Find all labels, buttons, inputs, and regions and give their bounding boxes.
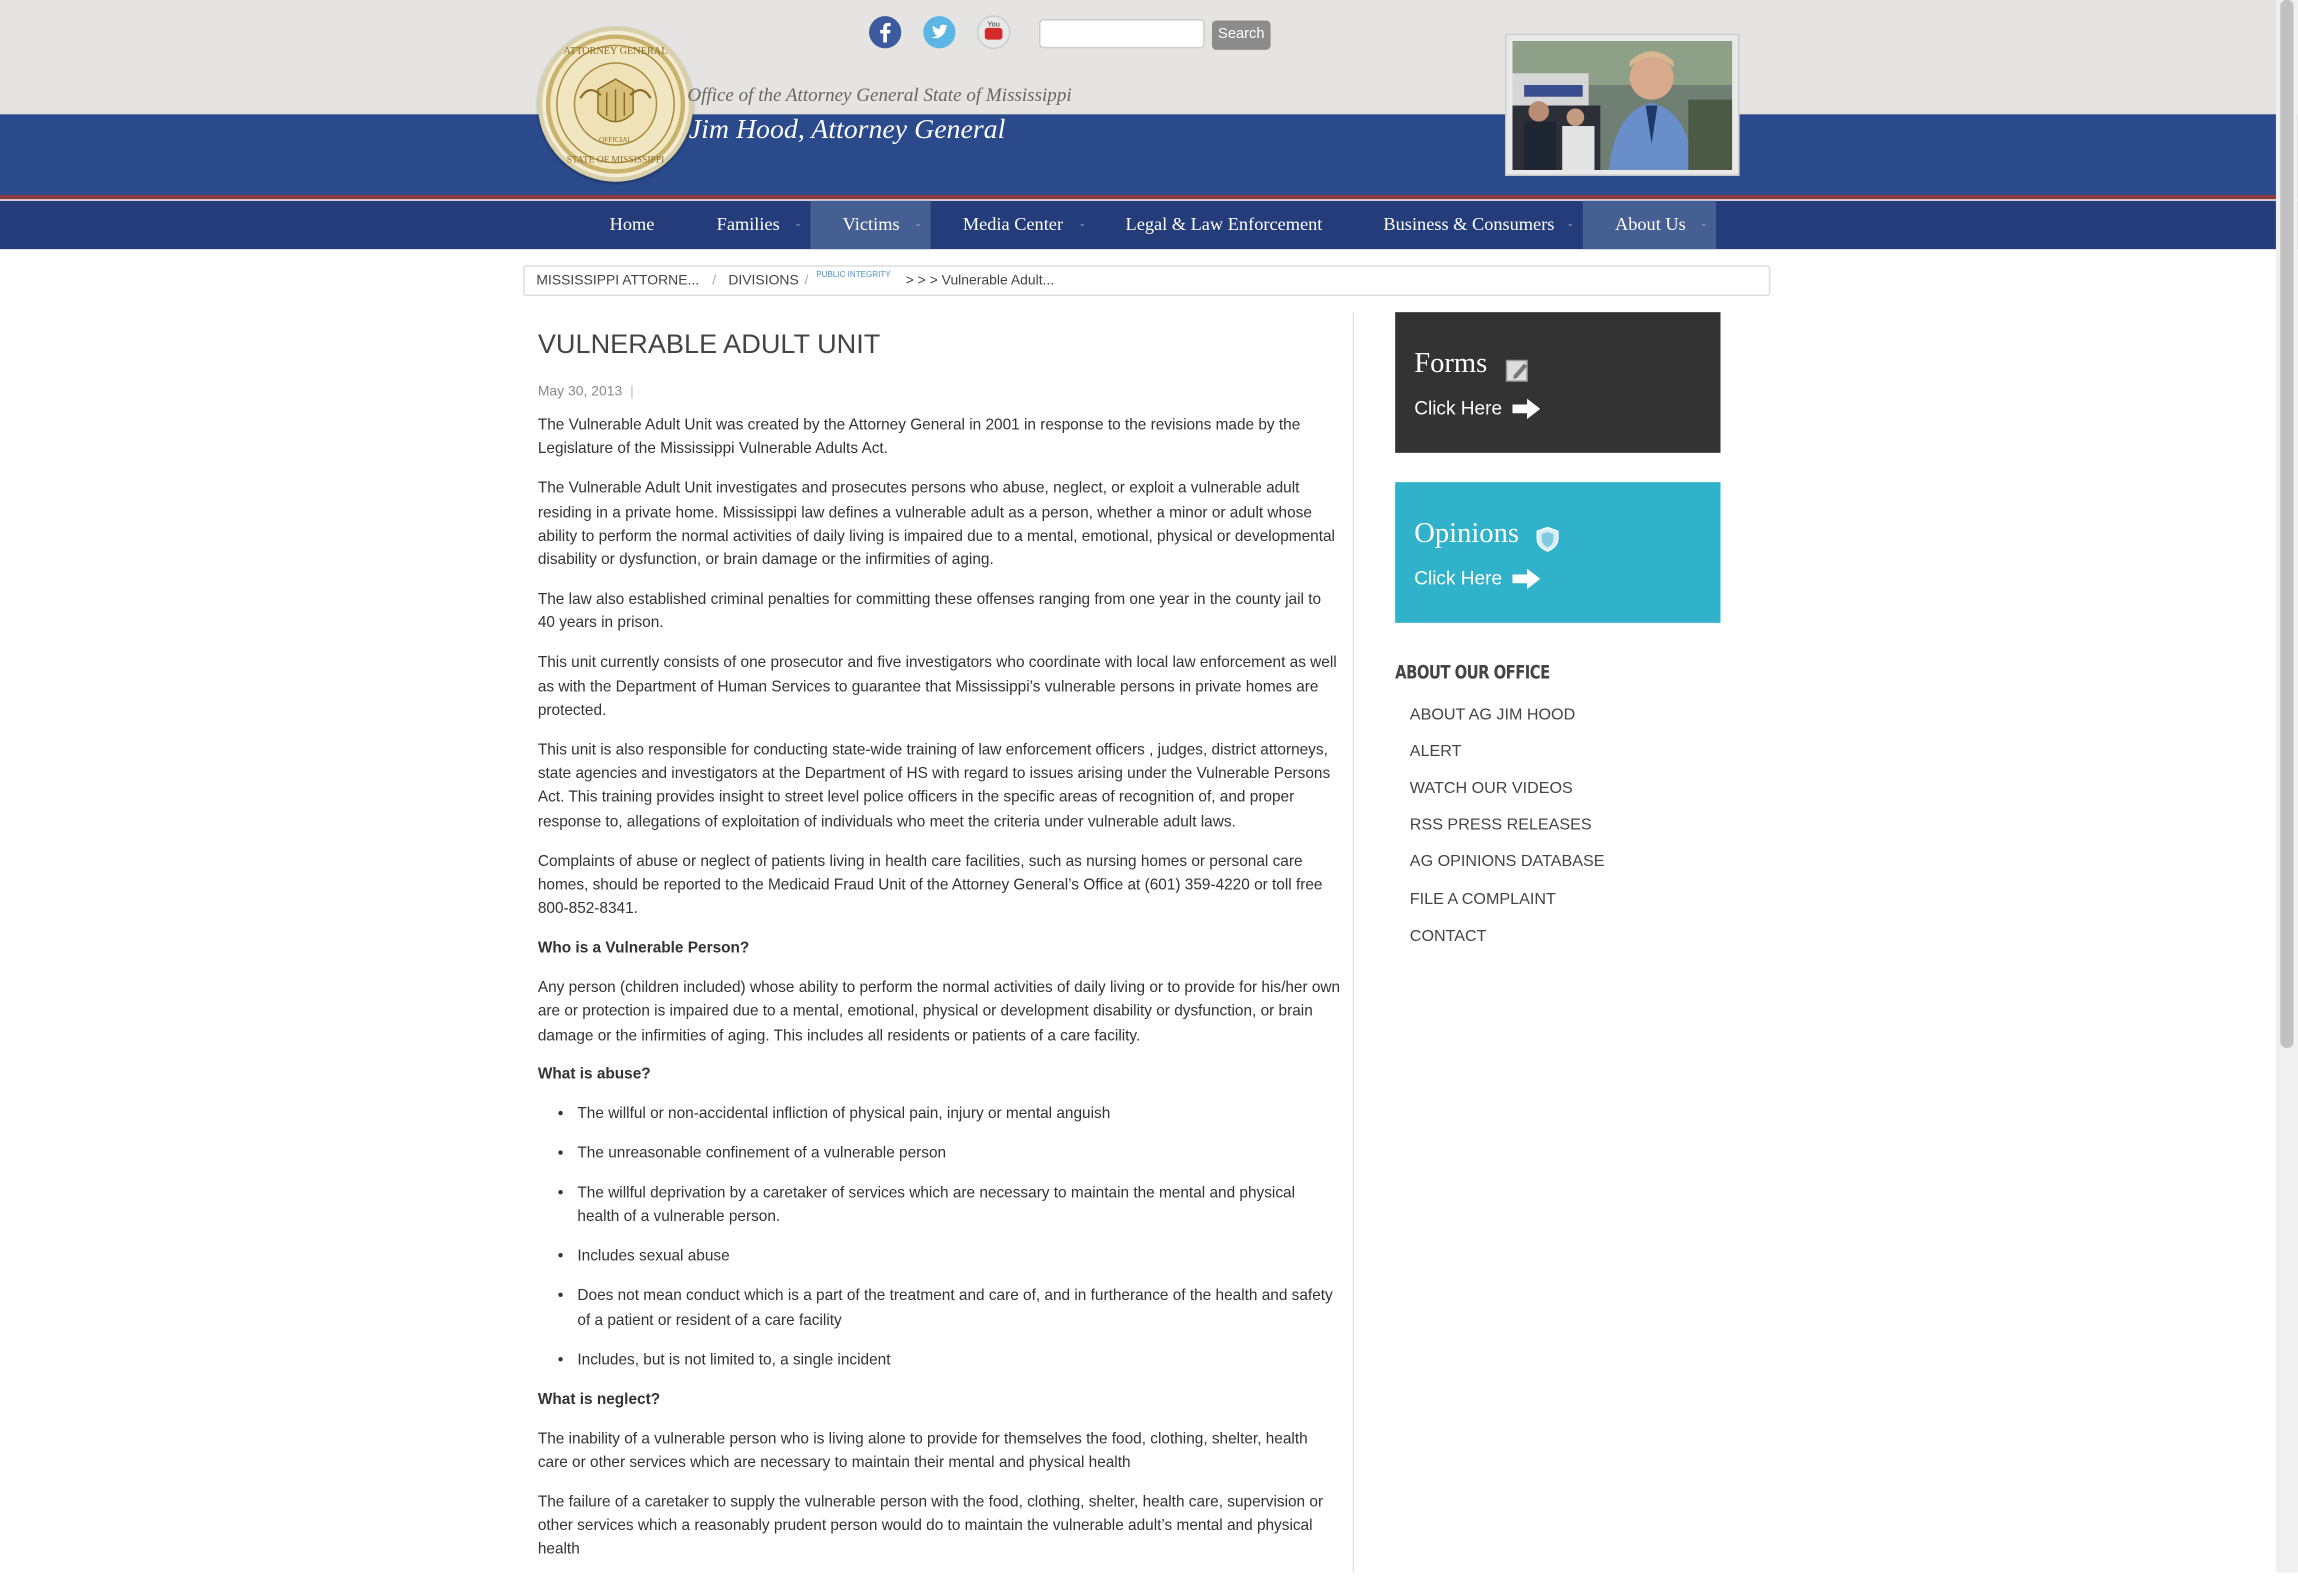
office-tagline: Office of the Attorney General State of Mississippi (687, 83, 1072, 106)
list-item: • The unreasonable confinement of a vulnerable person (577, 1142, 1341, 1166)
chevron-down-icon[interactable]: - (1080, 216, 1085, 232)
edit-icon (1505, 356, 1531, 382)
paragraph: Any person (children included) whose ability to perform the normal activities of daily living or to provide for his/her own are or protection is impaired due to a mental, emotional, physical or development disability or dysfunction, or brain damage or the infirmities of aging. This includes all residents or patients of a care facility. (537, 978, 1341, 1045)
arrow-right-icon[interactable] (1512, 569, 1541, 590)
attorney-general-name[interactable]: Jim Hood, Attorney General (688, 114, 1006, 146)
chevron-down-icon[interactable]: - (1701, 216, 1706, 232)
attorney-general-seal[interactable] (538, 26, 693, 181)
abuse-list (538, 1102, 1341, 1372)
opinions-widget[interactable] (1395, 482, 1720, 623)
svg-text:ATTORNEY GENERAL: ATTORNEY GENERAL (563, 46, 668, 58)
facebook-icon[interactable] (868, 15, 903, 50)
paragraph: The Vulnerable Adult Unit was created by the Attorney General in 2001 in response to the revisions made by the Legislature of the Mississippi Vulnerable Adults Act. (537, 416, 1301, 458)
list-item: • The willful deprivation by a caretaker of services which are necessary to maintain the mental and physical health of a vulnerable person. (577, 1181, 1341, 1229)
header-band (0, 114, 2298, 196)
section-heading: What is neglect? (537, 1390, 661, 1409)
article-body (538, 413, 1341, 1577)
search-input[interactable] (1039, 19, 1205, 48)
chevron-down-icon[interactable]: - (1568, 216, 1573, 232)
list-item: • Does not mean conduct which is a part of the treatment and care of, and in furtherance of the health and safety of a patient or resident of a care facility (577, 1284, 1341, 1332)
breadcrumb-current: > > > Vulnerable Adult... (905, 272, 1055, 289)
forms-title[interactable]: Forms (1414, 348, 1488, 380)
post-meta-separator: | (630, 383, 634, 401)
youtube-glyph: You (987, 19, 1000, 29)
about-link-file-complaint[interactable]: FILE A COMPLAINT (1409, 891, 1556, 909)
breadcrumb-public-integrity[interactable]: PUBLIC INTEGRITY (816, 271, 891, 280)
list-item: • The willful or non-accidental infliction of physical pain, injury or mental anguish (577, 1102, 1341, 1126)
opinions-title[interactable]: Opinions (1414, 518, 1520, 550)
paragraph: The law also established criminal penalties for committing these offenses ranging from one year in the county jail to 40 years in prison. (537, 590, 1322, 633)
breadcrumb (523, 265, 1770, 296)
list-item: • Includes sexual abuse (577, 1245, 1341, 1269)
opinions-link[interactable]: Click Here (1414, 567, 1503, 590)
nav-families[interactable]: Families (716, 213, 780, 235)
paragraph: The inability of a vulnerable person who is living alone to provide for themselves the food, clothing, shelter, health care or other services which are necessary to maintain their mental and physical health (537, 1429, 1308, 1472)
shield-icon (1534, 526, 1560, 552)
paragraph: The failure of a caretaker to supply the vulnerable person with the food, clothing, shelter, health care, supervision or other services which a reasonably prudent person would do to maintain the vulnerable adult’s mental and physical health (537, 1492, 1324, 1559)
portrait-image (1512, 41, 1732, 170)
breadcrumb-home[interactable]: MISSISSIPPI ATTORNE... (536, 272, 700, 289)
chevron-down-icon[interactable]: - (915, 216, 921, 232)
about-office-heading: ABOUT OUR OFFICE (1395, 662, 1550, 685)
nav-victims[interactable]: Victims (842, 213, 900, 235)
page-title: VULNERABLE ADULT UNIT (537, 328, 881, 360)
paragraph: This unit is also responsible for conducting state-wide training of law enforcement officers , judges, district attorneys, state agencies and investigators at the Department of HS with regard to issues arising under the Vulnerable Persons Act. This training provides insight to street level police officers in the specific areas of recognition of, and proper response to, allegations of exploitation of individuals who meet the criteria under vulnerable adult laws. (537, 741, 1331, 831)
post-date: May 30, 2013 (537, 383, 623, 401)
svg-text:STATE OF MISSISSIPPI: STATE OF MISSISSIPPI (566, 155, 665, 166)
svg-text:OFFICIAL: OFFICIAL (599, 135, 632, 145)
about-link-ag-jim-hood[interactable]: ABOUT AG JIM HOOD (1409, 706, 1576, 724)
twitter-icon[interactable] (922, 15, 957, 50)
breadcrumb-separator: / (712, 272, 717, 289)
youtube-icon[interactable] (976, 15, 1011, 50)
about-link-contact[interactable]: CONTACT (1409, 927, 1487, 946)
about-link-opinions-database[interactable]: AG OPINIONS DATABASE (1409, 852, 1605, 871)
forms-widget[interactable] (1395, 312, 1720, 453)
scrollbar-thumb[interactable] (2280, 0, 2293, 1048)
section-heading: What is abuse? (537, 1065, 651, 1084)
list-item: • Includes, but is not limited to, a single incident (577, 1348, 1341, 1372)
section-heading: Who is a Vulnerable Person? (537, 939, 750, 958)
seal-icon (542, 31, 689, 178)
nav-home[interactable]: Home (609, 213, 655, 235)
chevron-down-icon[interactable]: - (795, 216, 801, 232)
attorney-general-photo (1505, 34, 1739, 176)
content-divider (1353, 312, 1354, 1572)
paragraph: The Vulnerable Adult Unit investigates and prosecutes persons who abuse, neglect, or exploit a vulnerable adult residing in a private home. Mississippi law defines a vulnerable adult as a person, whether a minor or adult whose ability to perform the normal activities of daily living is impaired due to a mental, emotional, physical or developmental disability or dysfunction, or brain damage or the infirmities of aging. (537, 479, 1335, 570)
about-link-videos[interactable]: WATCH OUR VIDEOS (1409, 779, 1573, 798)
header-divider (0, 195, 2298, 199)
about-link-alert[interactable]: ALERT (1409, 743, 1462, 761)
paragraph: Complaints of abuse or neglect of patients living in health care facilities, such as nursing homes or personal care homes, should be reported to the Medicaid Fraud Unit of the Attorney General’s Office at (601) 359-4220 or toll free 800-852-8341. (537, 852, 1323, 918)
nav-legal-law-enforcement[interactable]: Legal & Law Enforcement (1125, 213, 1323, 235)
nav-media-center[interactable]: Media Center (962, 213, 1064, 235)
header-top (0, 0, 2298, 114)
paragraph: This unit currently consists of one prosecutor and five investigators who coordinate with local law enforcement as well as with the Department of Human Services to guarantee that Mississippi’s vulnerable persons in private homes are protected. (537, 653, 1337, 720)
breadcrumb-separator: / (804, 272, 809, 289)
search-button[interactable]: Search (1212, 21, 1271, 50)
nav-business-consumers[interactable]: Business & Consumers (1383, 213, 1555, 235)
about-link-rss[interactable]: RSS PRESS RELEASES (1409, 816, 1592, 834)
breadcrumb-divisions[interactable]: DIVISIONS (728, 272, 799, 289)
forms-link[interactable]: Click Here (1414, 397, 1503, 420)
nav-about-us[interactable]: About Us (1614, 213, 1686, 235)
arrow-right-icon[interactable] (1512, 399, 1541, 420)
